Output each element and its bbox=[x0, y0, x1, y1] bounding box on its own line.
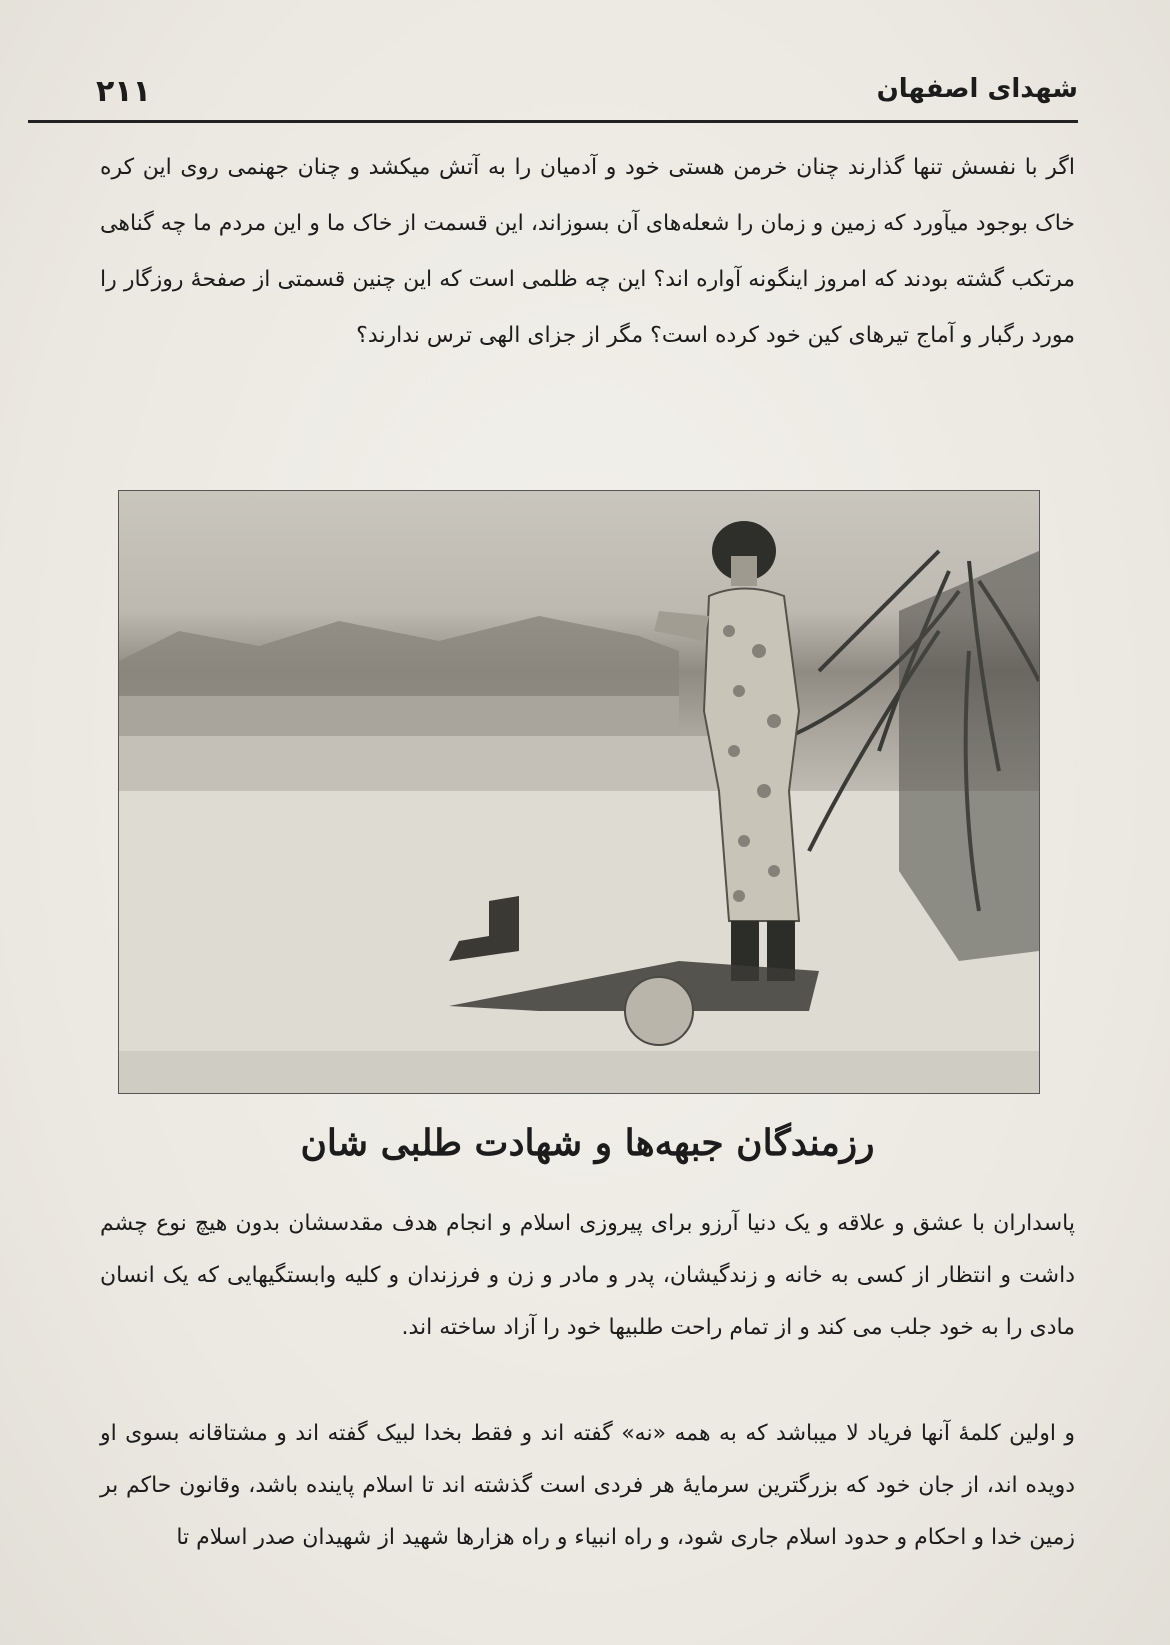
photo-illustration bbox=[119, 491, 1039, 1093]
section-heading: رزمندگان جبهه‌ها و شهادت طلبی شان bbox=[300, 1122, 875, 1164]
page-number: ۲۱۱ bbox=[96, 74, 151, 109]
paragraph-guardians bbox=[100, 1198, 1075, 1354]
paragraph-intro bbox=[100, 140, 1075, 364]
paragraph-text: پاسداران با عشق و علاقه و یک دنیا آرزو برای پیروزی اسلام و انجام هدف مقدسشان بدون هیچ نوع چشم داشت و انتظار از کسی به خانه و زندگیشان، پدر و مادر و زن و فرزندان و کلیه وابستگیهایی که یک انسان مادی را به خود جلب می کند و از تمام راحت طلبیها خود را آزاد ساخته اند. bbox=[100, 1211, 1075, 1340]
paragraph-first-word bbox=[100, 1408, 1075, 1564]
paragraph-text: و اولین کلمهٔ آنها فریاد لا میباشد که به همه «نه» گفته اند و فقط بخدا لبیک گفته اند و مشتاقانه بسوی او دویده اند، از جان خود که بزرگترین سرمایهٔ هر فردی است گذشته اند تا اسلام پاینده باشد، وقانون حاکم بر زمین خدا و احکام و حدود اسلام جاری شود، و راه انبیاء و راه هزارها شهید از شهیدان صدر اسلام تا bbox=[100, 1421, 1075, 1550]
soldier-photo bbox=[118, 490, 1040, 1094]
book-title: شهدای اصفهان bbox=[876, 74, 1078, 104]
paragraph-text: اگر با نفسش تنها گذارند چنان خرمن هستی خود و آدمیان را به آتش میکشد و چنان جهنمی روی این کره خاک بوجود میآورد که زمین و زمان را شعله‌های آن بسوزاند، این قسمت از خاک ما و این مردم ما چه گناهی مرتکب گشته بودند که امروز اینگونه آواره اند؟ این چه ظلمی است که این چنین قسمتی از صفحهٔ روزگار را مورد رگبار و آماج تیرهای کین خود کرده است؟ مگر از جزای الهی ترس ندارند؟ bbox=[100, 155, 1075, 348]
page-header bbox=[28, 68, 1078, 123]
